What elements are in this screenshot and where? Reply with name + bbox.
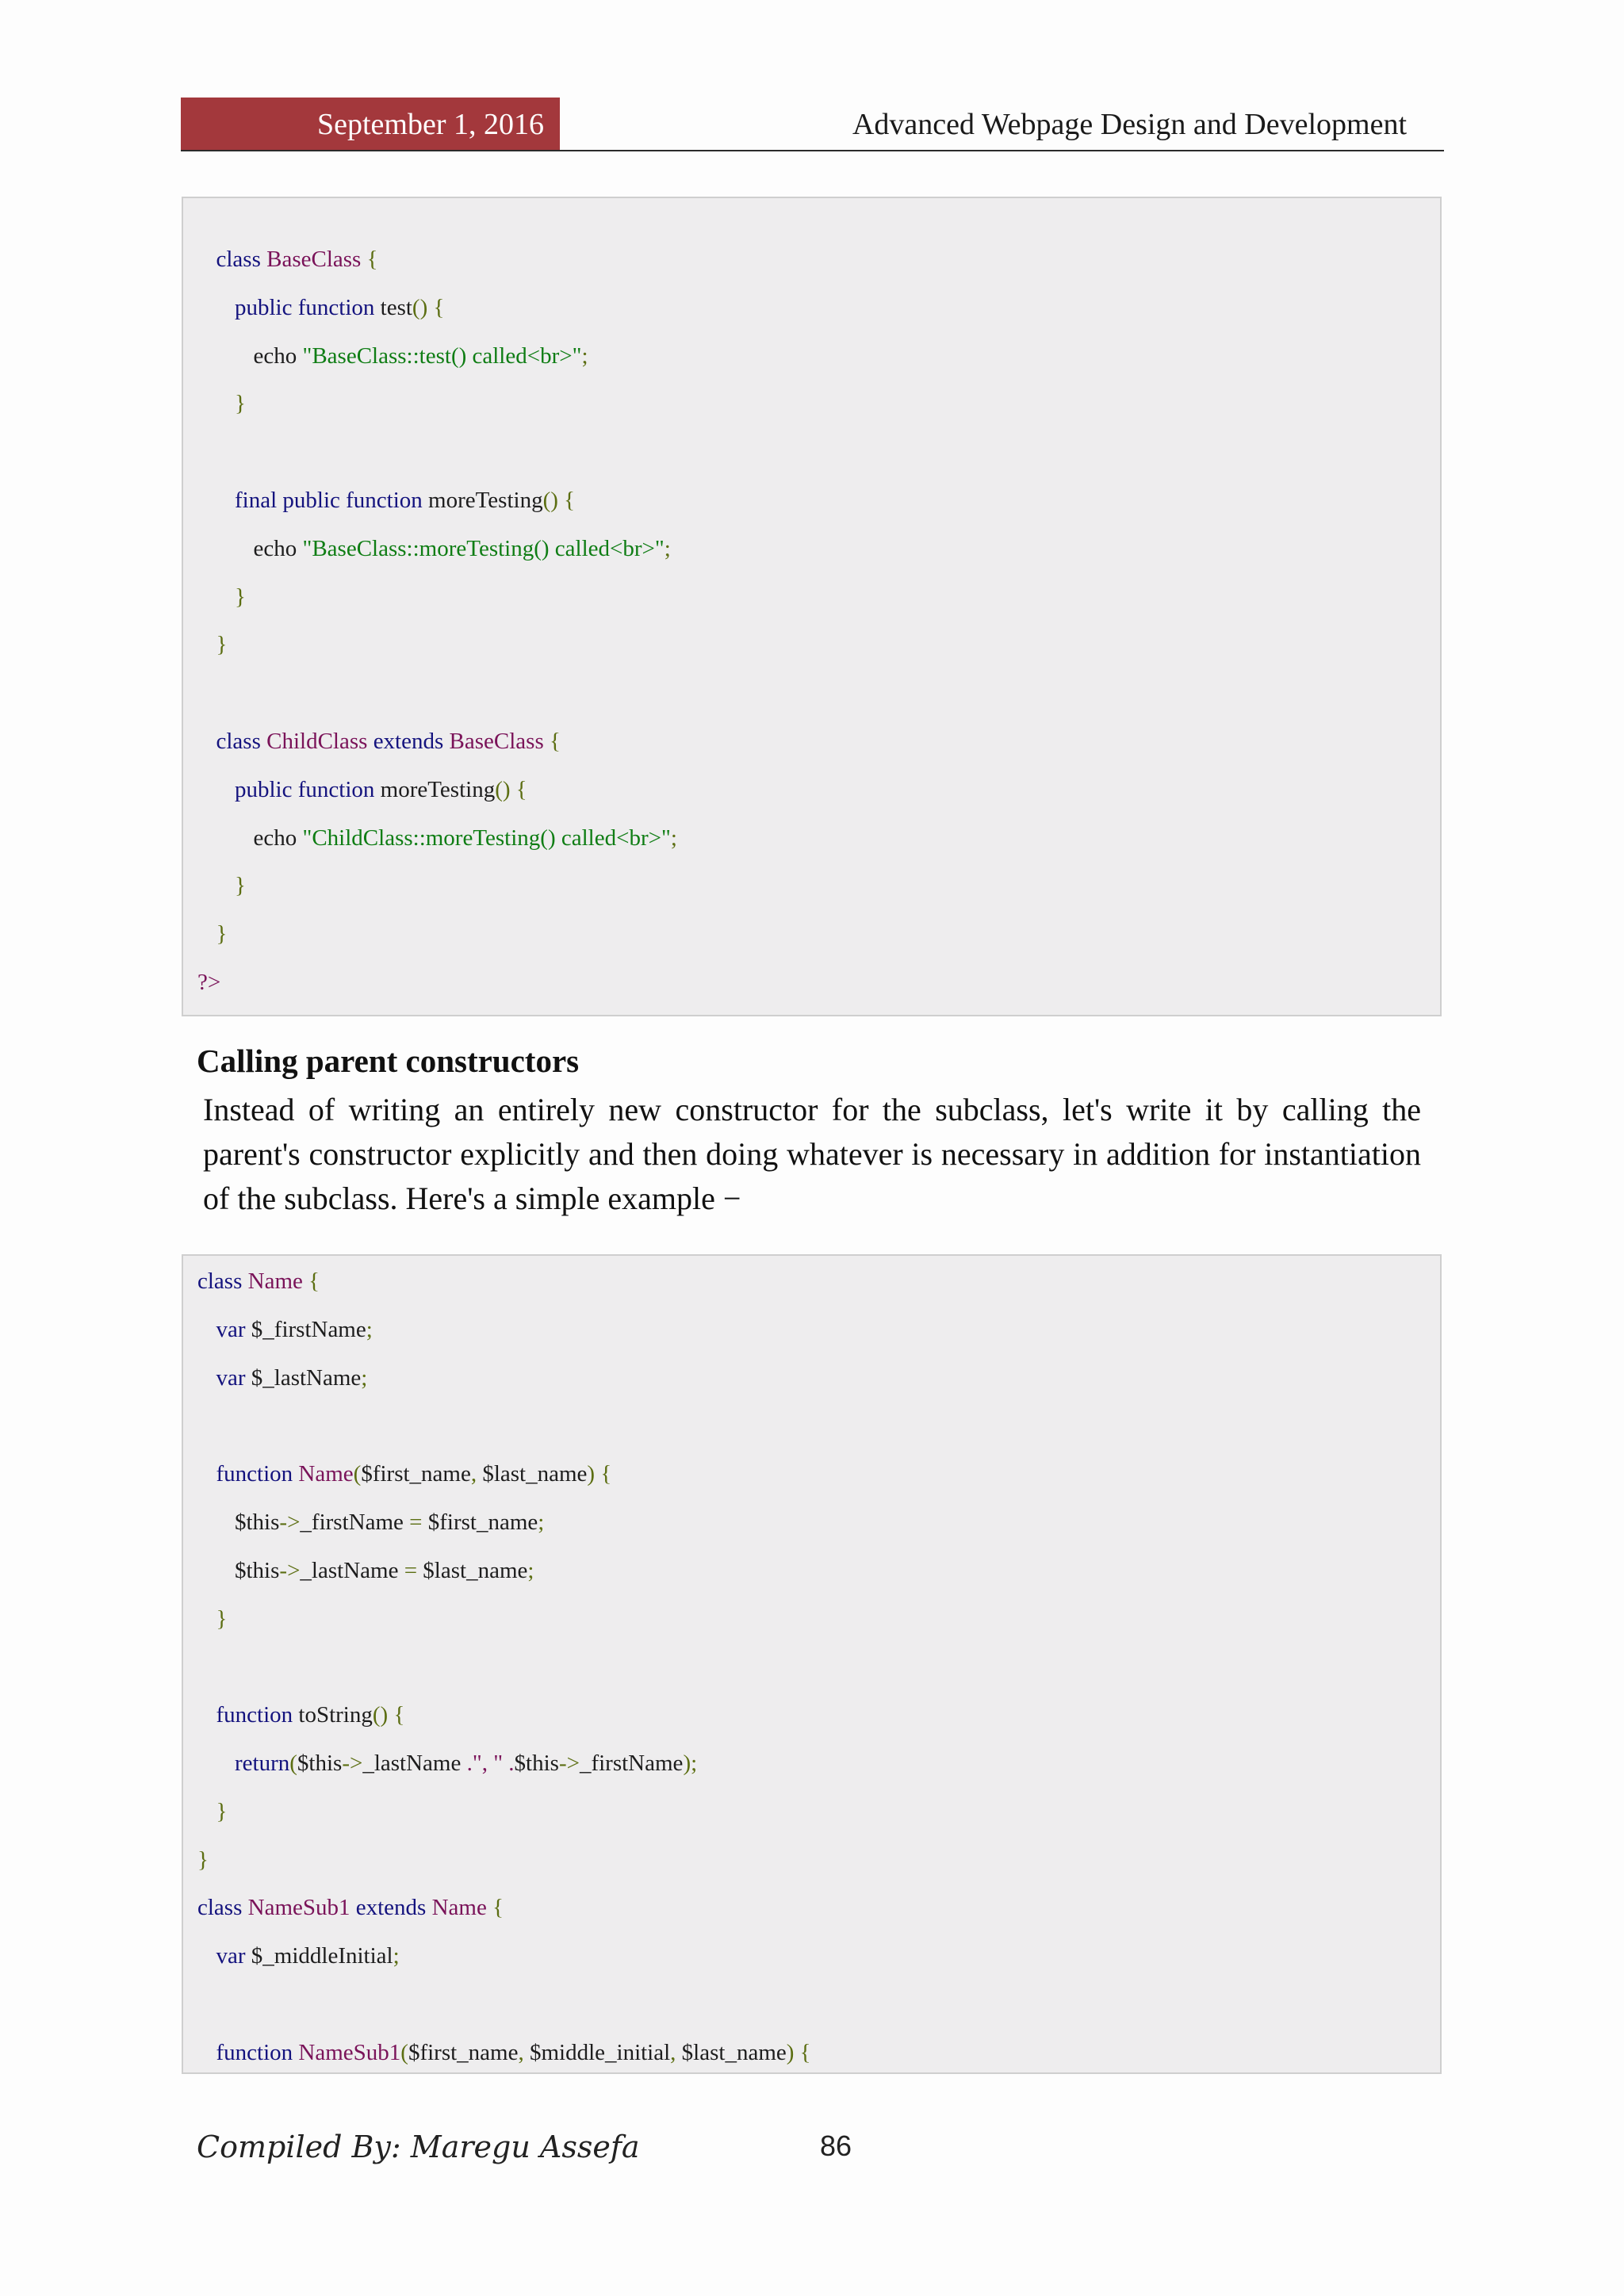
code-line	[197, 1843, 209, 1877]
code-token: $_firstName	[251, 1316, 366, 1342]
code-line	[235, 290, 444, 325]
code-token: ->	[279, 1510, 301, 1535]
code-token: var	[216, 1364, 251, 1391]
header-rule	[181, 150, 1444, 151]
code-token: class	[197, 1895, 248, 1921]
code-line	[254, 531, 671, 566]
code-token: (	[353, 1461, 362, 1487]
code-block-base-class	[182, 197, 1442, 1016]
code-token: $_middleInitial	[251, 1943, 393, 1969]
code-token: $last_name	[681, 2039, 787, 2065]
code-token: );	[683, 1751, 698, 1776]
code-token: public function	[235, 776, 381, 802]
code-token: }	[235, 584, 246, 610]
code-token: final public function	[235, 488, 429, 513]
code-token: ;	[527, 1557, 534, 1583]
code-token: }	[216, 632, 228, 658]
code-token: ;	[664, 535, 671, 561]
header-date: September 1, 2016	[181, 98, 560, 151]
code-token: echo	[253, 825, 303, 851]
code-token: ->	[558, 1751, 580, 1776]
code-line	[235, 580, 246, 614]
code-line	[235, 386, 246, 421]
code-token: }	[235, 391, 246, 417]
code-token: Name	[431, 1895, 493, 1921]
code-token: public function	[235, 294, 381, 320]
code-token: class	[197, 1269, 248, 1294]
code-line	[254, 339, 588, 373]
code-token: ;	[393, 1943, 400, 1969]
section-paragraph: Instead of writing an entirely new constructor for the subclass, let's write it by calling the parent's constructor explicitly and then doing whatever is necessary in addition for instantiation of the subclass. Here's a simple example −	[203, 1092, 1421, 1216]
code-token: (	[289, 1751, 297, 1776]
code-token: }	[235, 873, 246, 899]
code-token: $last_name	[482, 1461, 588, 1487]
footer-credit: Compiled By: Maregu Assefa	[197, 2130, 640, 2164]
code-line	[197, 1264, 320, 1299]
code-token: Name	[298, 1461, 354, 1487]
code-token: {	[550, 729, 561, 754]
code-token: ?>	[197, 970, 221, 995]
code-token: $_lastName	[251, 1364, 362, 1391]
code-token: echo	[253, 342, 303, 369]
code-line	[216, 1456, 612, 1491]
code-token: function	[216, 2039, 299, 2065]
code-line	[197, 1890, 504, 1925]
code-token: $first_name	[361, 1461, 471, 1487]
code-token: _firstName	[300, 1510, 410, 1535]
code-token: }	[197, 1846, 209, 1873]
code-token: "BaseClass::moreTesting() called<br>"	[302, 535, 665, 561]
code-line	[235, 1746, 697, 1781]
code-line	[216, 916, 228, 951]
code-token: Name	[247, 1269, 309, 1294]
code-line	[216, 1601, 228, 1636]
code-line	[216, 1360, 368, 1395]
code-line	[216, 1794, 228, 1829]
code-token: BaseClass	[266, 247, 367, 272]
code-token: =	[409, 1510, 428, 1535]
code-token: () {	[372, 1702, 405, 1728]
code-token: class	[216, 729, 267, 754]
code-line	[235, 772, 527, 807]
code-token: NameSub1	[298, 2039, 401, 2065]
code-token: () {	[495, 776, 527, 802]
code-token: }	[216, 921, 228, 947]
code-token: return	[235, 1751, 290, 1776]
code-token: extends	[355, 1895, 432, 1921]
code-line	[235, 868, 246, 903]
code-token: extends	[373, 729, 450, 754]
code-line	[216, 1697, 405, 1732]
code-token: =	[404, 1557, 423, 1583]
code-token: _lastName	[300, 1557, 404, 1583]
code-line	[216, 724, 561, 759]
code-token: function	[216, 1702, 299, 1728]
document-title: Advanced Webpage Design and Development	[852, 107, 1407, 141]
code-token: $this	[235, 1557, 280, 1583]
code-token: () {	[542, 488, 576, 513]
code-token: .", " .	[466, 1751, 515, 1776]
code-token: $last_name	[423, 1557, 528, 1583]
code-token: "BaseClass::test() called<br>"	[302, 342, 582, 369]
code-line	[235, 483, 575, 518]
code-token: }	[216, 1798, 228, 1824]
code-token: $middle_initial	[529, 2039, 671, 2065]
code-token: moreTesting	[428, 488, 543, 513]
code-token: ,	[670, 2039, 682, 2065]
code-line	[216, 627, 228, 662]
code-token: $this	[514, 1751, 559, 1776]
code-token: ,	[470, 1461, 483, 1487]
code-token: ;	[366, 1316, 373, 1342]
code-token: $first_name	[427, 1510, 538, 1535]
code-token: ;	[581, 342, 588, 369]
code-token: class	[216, 247, 267, 272]
code-line	[235, 1505, 544, 1540]
code-token: BaseClass	[449, 729, 550, 754]
code-token: ChildClass	[266, 729, 373, 754]
code-token: ,	[518, 2039, 530, 2065]
page-number: 86	[820, 2130, 852, 2162]
code-token: test	[380, 294, 412, 320]
code-token: $this	[235, 1510, 280, 1535]
section-heading: Calling parent constructors	[197, 1043, 580, 1079]
code-line	[254, 821, 677, 855]
code-token: var	[216, 1316, 251, 1342]
code-token: _lastName	[362, 1751, 467, 1776]
code-token: {	[308, 1269, 320, 1294]
code-token: "ChildClass::moreTesting() called<br>"	[302, 825, 671, 851]
code-token: () {	[412, 294, 445, 320]
code-token: toString	[298, 1702, 373, 1728]
code-token: var	[216, 1943, 251, 1969]
code-token: ->	[279, 1557, 301, 1583]
code-token: ) {	[587, 1461, 612, 1487]
code-token: ->	[342, 1751, 363, 1776]
code-token: (	[400, 2039, 408, 2065]
code-token: NameSub1	[247, 1895, 356, 1921]
code-block-name-class	[182, 1254, 1442, 2074]
code-token: function	[216, 1461, 299, 1487]
code-line	[216, 2035, 811, 2070]
code-line	[197, 965, 220, 1000]
code-line	[216, 1938, 400, 1973]
code-token: {	[366, 247, 378, 272]
code-line	[216, 1312, 373, 1347]
code-line	[216, 242, 378, 277]
code-token: $first_name	[408, 2039, 519, 2065]
code-token: ;	[538, 1510, 545, 1535]
code-token: echo	[253, 535, 303, 561]
code-token: moreTesting	[380, 776, 496, 802]
code-token: ;	[670, 825, 677, 851]
code-token: }	[216, 1605, 228, 1632]
code-token: ;	[361, 1364, 368, 1391]
code-token: $this	[297, 1751, 343, 1776]
code-token: _firstName	[579, 1751, 684, 1776]
code-token: {	[492, 1895, 504, 1921]
code-token: ) {	[786, 2039, 811, 2065]
code-line	[235, 1553, 534, 1588]
